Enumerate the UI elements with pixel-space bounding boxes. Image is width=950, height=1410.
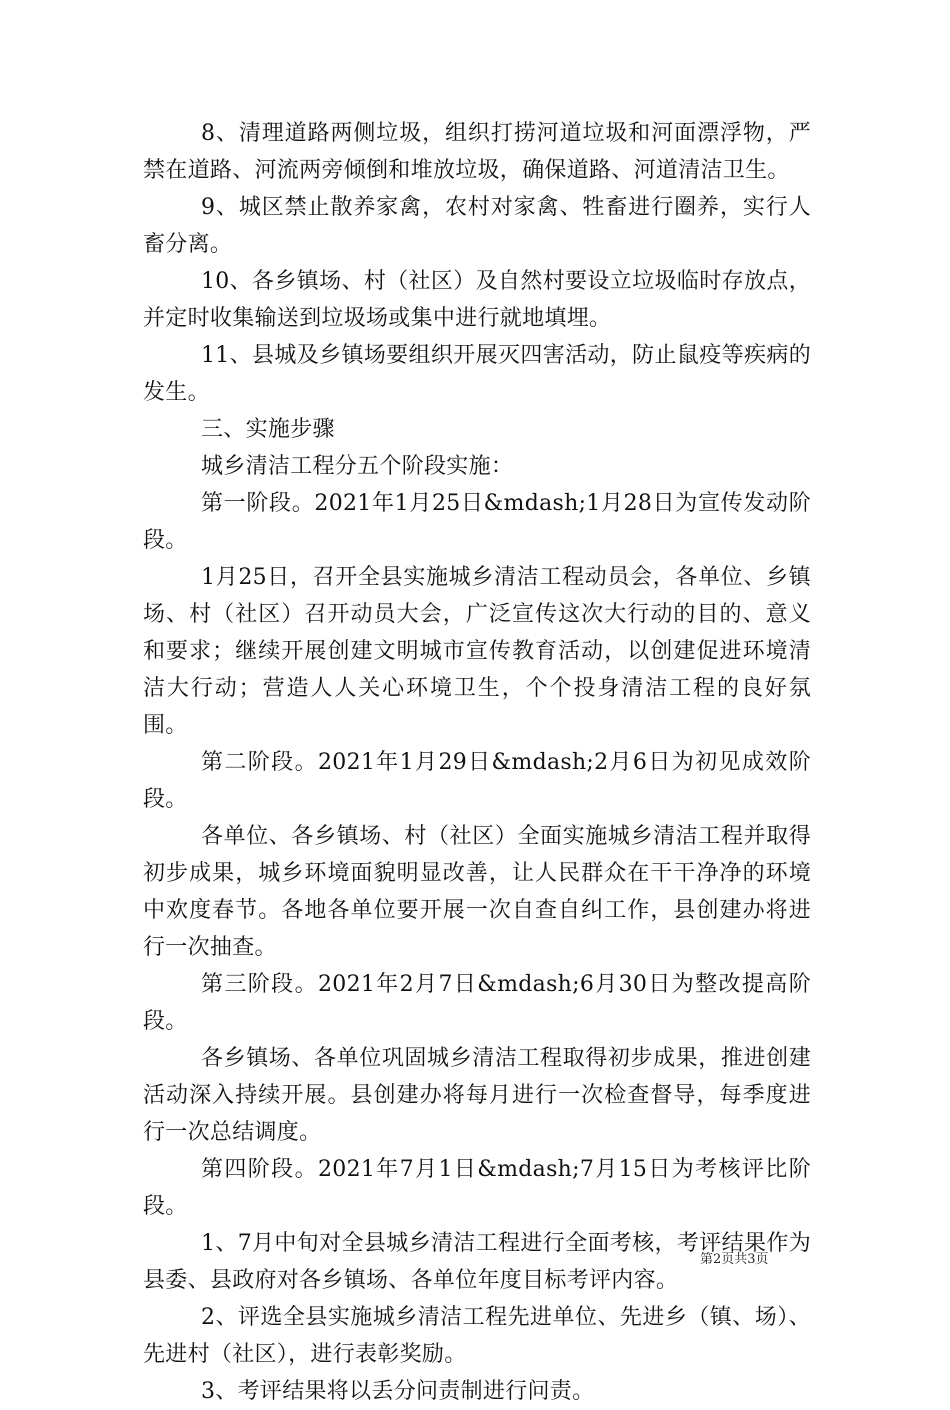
- phase-1-heading: 第一阶段。2021年1月25日&mdash;1月28日为宣传发动阶段。: [143, 491, 811, 553]
- phase-4-item-3: 3、考评结果将以丢分问责制进行问责。: [201, 1379, 595, 1404]
- paragraph-item-11: 11、县城及乡镇场要组织开展灭四害活动，防止鼠疫等疾病的发生。: [143, 343, 811, 405]
- paragraph-item-10: 10、各乡镇场、村（社区）及自然村要设立垃圾临时存放点，并定时收集输送到垃圾场或集中进行就地填埋。: [143, 269, 811, 331]
- phase-4-item-2: 2、评选全县实施城乡清洁工程先进单位、先进乡（镇、场）、先进村（社区），进行表彰奖励。: [143, 1305, 811, 1367]
- paragraph-item-9: 9、城区禁止散养家禽，农村对家禽、牲畜进行圈养，实行人畜分离。: [143, 195, 811, 257]
- page-number: 第2页共3页: [700, 1252, 769, 1267]
- document-body: [143, 115, 811, 1410]
- phase-2-heading: 第二阶段。2021年1月29日&mdash;2月6日为初见成效阶段。: [143, 750, 811, 812]
- phase-2-description: 各单位、各乡镇场、村（社区）全面实施城乡清洁工程并取得初步成果，城乡环境面貌明显改善，让人民群众在干干净净的环境中欢度春节。各地各单位要开展一次自查自纠工作，县创建办将进行一次抽查。: [143, 824, 811, 960]
- section-heading-implementation-steps: 三、实施步骤: [201, 417, 335, 442]
- paragraph-item-8: 8、清理道路两侧垃圾，组织打捞河道垃圾和河面漂浮物，严禁在道路、河流两旁倾倒和堆放垃圾，确保道路、河道清洁卫生。: [143, 121, 811, 183]
- phase-3-heading: 第三阶段。2021年2月7日&mdash;6月30日为整改提高阶段。: [143, 972, 811, 1034]
- phase-1-description: 1月25日，召开全县实施城乡清洁工程动员会，各单位、乡镇场、村（社区）召开动员大会，广泛宣传这次大行动的目的、意义和要求；继续开展创建文明城市宣传教育活动，以创建促进环境清洁大行动；营造人人关心环境卫生，个个投身清洁工程的良好氛围。: [143, 565, 811, 738]
- phase-4-heading: 第四阶段。2021年7月1日&mdash;7月15日为考核评比阶段。: [143, 1157, 811, 1219]
- paragraph-phases-intro: 城乡清洁工程分五个阶段实施：: [201, 454, 514, 479]
- phase-4-item-1: 1、7月中旬对全县城乡清洁工程进行全面考核，考评结果作为县委、县政府对各乡镇场、各单位年度目标考评内容。: [143, 1231, 811, 1293]
- phase-3-description: 各乡镇场、各单位巩固城乡清洁工程取得初步成果，推进创建活动深入持续开展。县创建办将每月进行一次检查督导，每季度进行一次总结调度。: [143, 1046, 811, 1145]
